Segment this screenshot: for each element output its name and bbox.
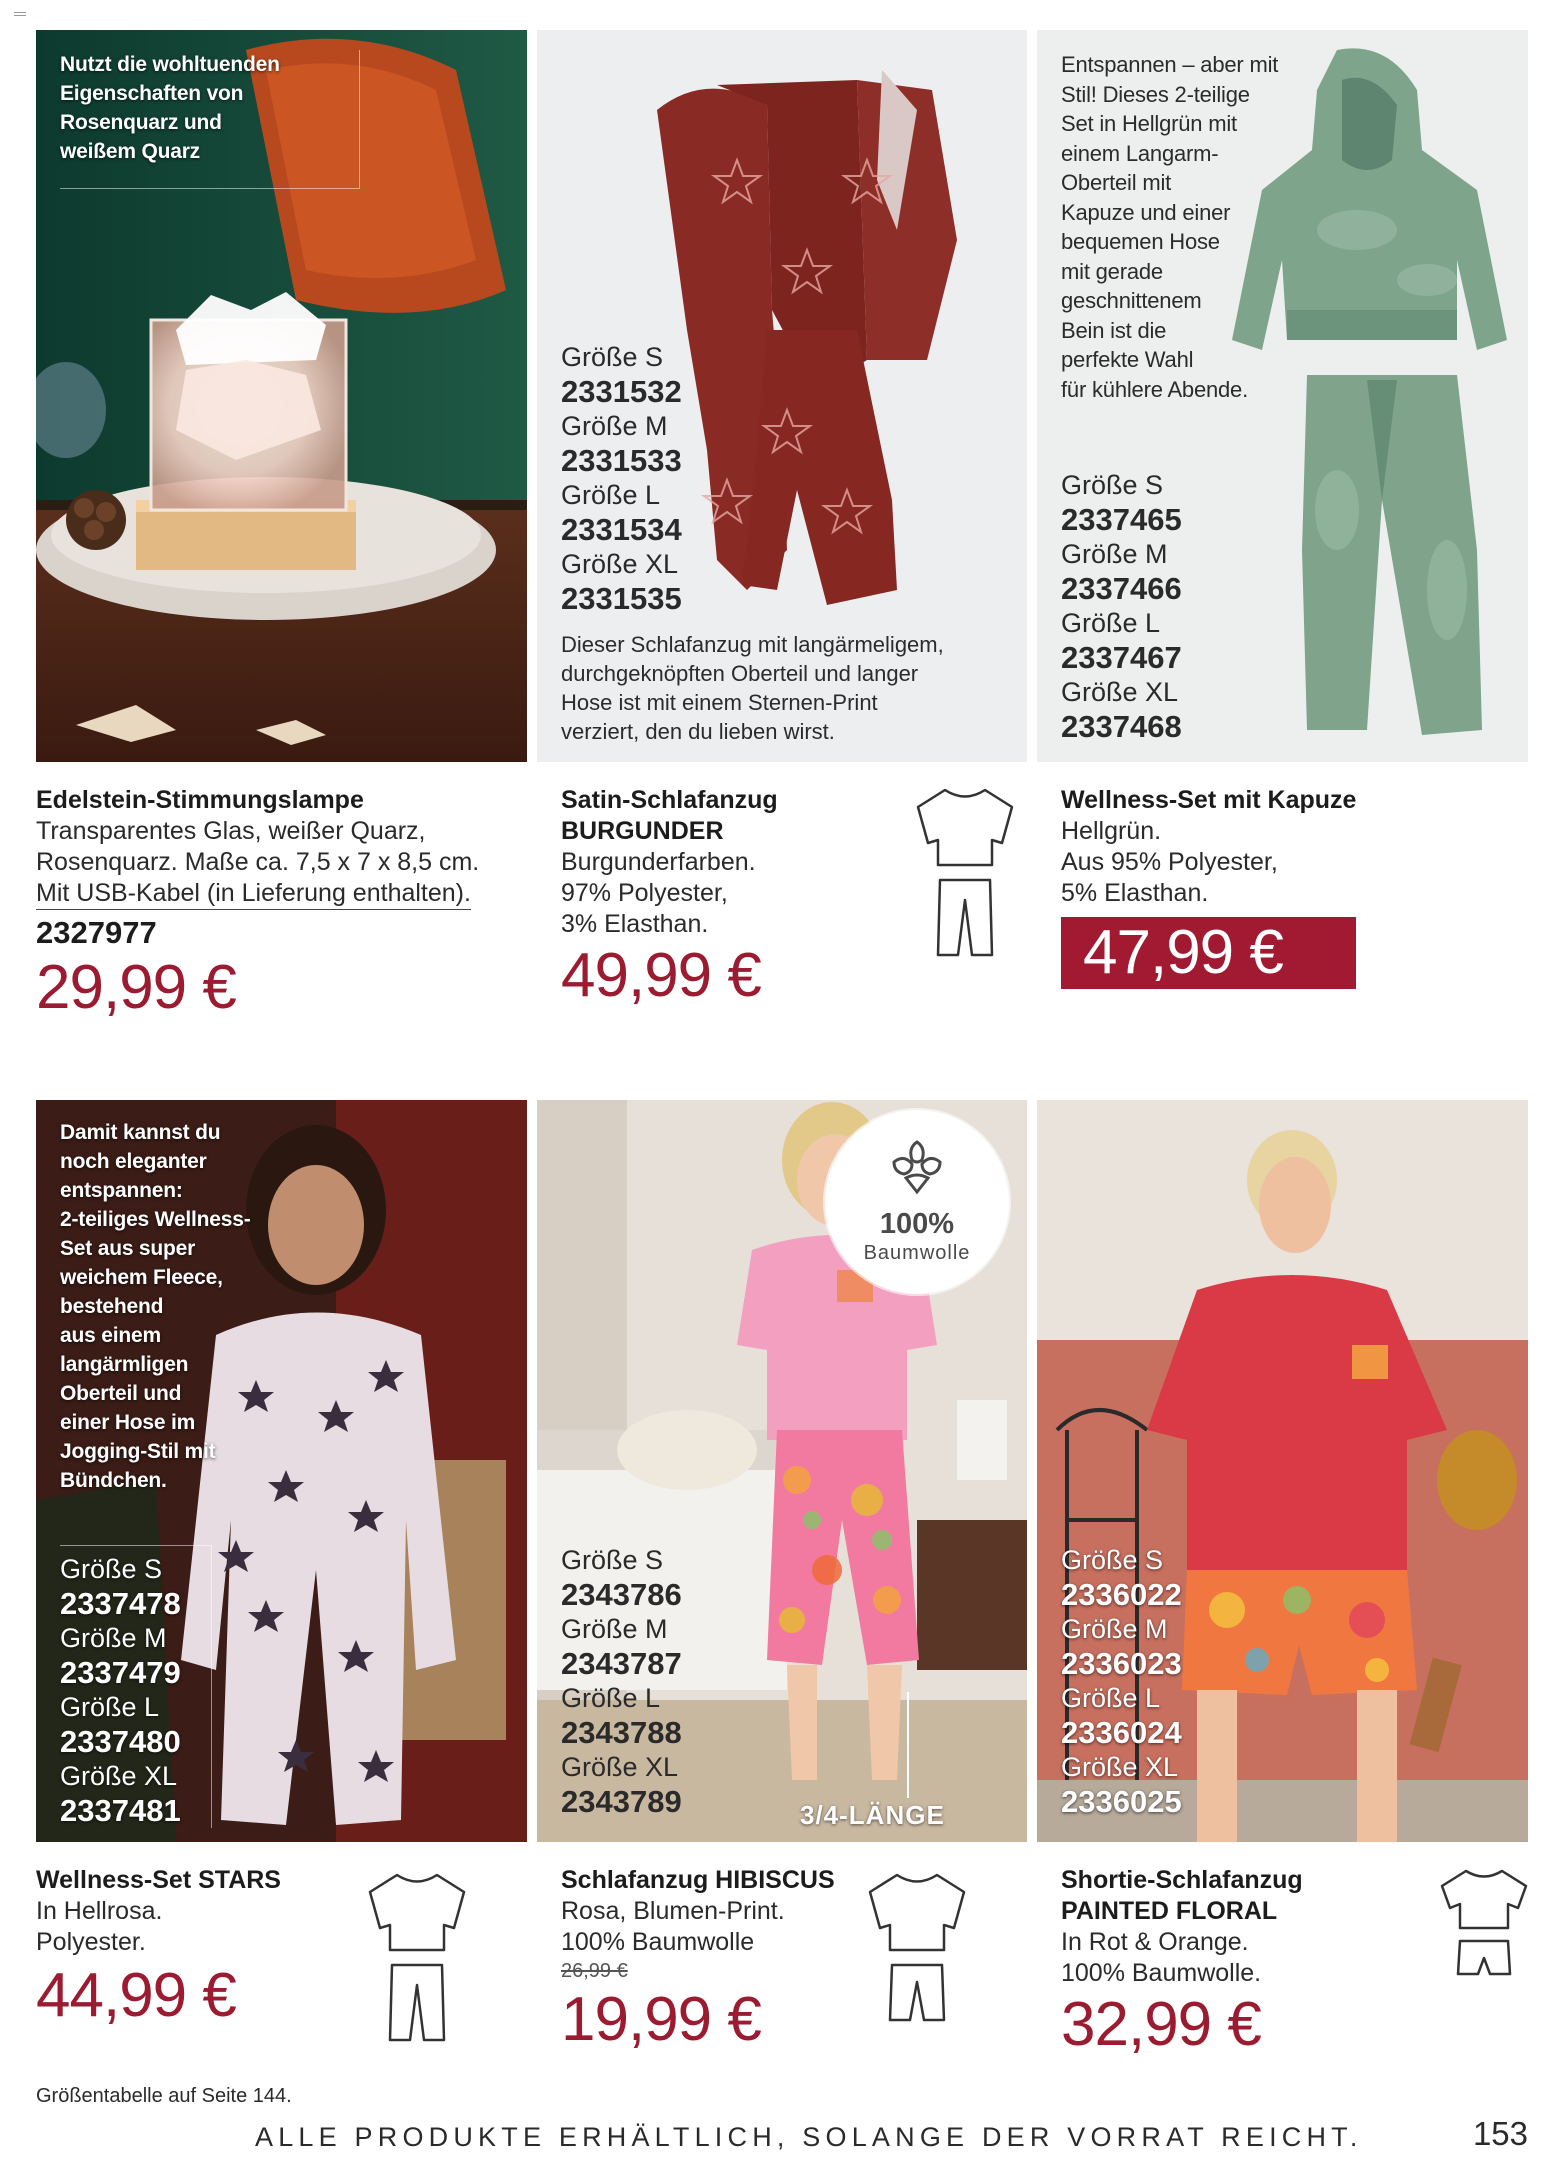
badge-material: Baumwolle <box>863 1242 971 1264</box>
size-label: Größe XL <box>561 549 679 579</box>
size-label: Größe L <box>561 480 661 510</box>
lamp-overlay-text: Nutzt die wohltuenden Eigenschaften von Rosenquarz und weißem Quarz <box>60 50 360 189</box>
article-number: 2331535 <box>561 580 682 616</box>
size-label: Größe S <box>561 342 664 372</box>
product-lamp-info <box>36 785 479 1024</box>
product-floral-info <box>1061 1865 1303 2061</box>
product-description: In Hellrosa. <box>36 1897 163 1925</box>
product-description: Polyester. <box>36 1928 146 1956</box>
product-stars-info <box>36 1865 281 2032</box>
product-price: 32,99 € <box>1061 1990 1261 2059</box>
crop-mark <box>14 12 26 16</box>
size-label: Größe L <box>1061 1683 1161 1713</box>
article-number: 2337467 <box>1061 639 1182 675</box>
article-number: 2337479 <box>60 1654 181 1690</box>
size-label: Größe XL <box>60 1761 178 1791</box>
green-set-size-list <box>1061 468 1182 744</box>
size-label: Größe M <box>60 1623 167 1653</box>
product-title: PAINTED FLORAL <box>1061 1897 1278 1925</box>
article-number: 2331532 <box>561 373 682 409</box>
article-number: 2343788 <box>561 1714 682 1750</box>
cotton-badge <box>825 1110 1009 1294</box>
size-label: Größe XL <box>561 1752 679 1782</box>
size-label: Größe XL <box>1061 1752 1179 1782</box>
size-label: Größe L <box>60 1692 160 1722</box>
size-label: Größe L <box>561 1683 661 1713</box>
lamp-photo <box>36 30 527 762</box>
size-label: Größe M <box>1061 1614 1168 1644</box>
product-title: Wellness-Set mit Kapuze <box>1061 786 1357 814</box>
size-label: Größe S <box>1061 470 1164 500</box>
product-description: In Rot & Orange. <box>1061 1928 1249 1956</box>
three-quarter-pajama-icon <box>862 1870 972 2030</box>
product-hibiscus-info <box>561 1865 835 2056</box>
product-description: 5% Elasthan. <box>1061 879 1209 907</box>
burgundy-size-list <box>561 340 682 616</box>
article-number: 2343786 <box>561 1576 682 1612</box>
product-description: 100% Baumwolle. <box>1061 1959 1262 1987</box>
hibiscus-size-list <box>561 1543 682 1819</box>
stars-set-photo <box>36 1100 527 1842</box>
article-number: 2336023 <box>1061 1645 1182 1681</box>
burgundy-pajama-photo <box>537 30 1027 762</box>
size-label: Größe S <box>561 1545 664 1575</box>
product-description: 3% Elasthan. <box>561 910 709 938</box>
article-number: 2337478 <box>60 1585 181 1621</box>
badge-percent: 100% <box>879 1208 955 1240</box>
floral-size-list <box>1061 1543 1182 1819</box>
article-number: 2337481 <box>60 1792 181 1828</box>
product-description: Rosa, Blumen-Print. <box>561 1897 785 1925</box>
product-description: Hellgrün. <box>1061 817 1162 845</box>
product-price: 19,99 € <box>561 1985 761 2054</box>
size-label: Größe L <box>1061 608 1161 638</box>
product-description: Mit USB-Kabel (in Lieferung enthalten). <box>36 878 471 910</box>
green-set-photo <box>1037 30 1528 762</box>
hibiscus-pajama-photo <box>537 1100 1027 1842</box>
article-number: 2343789 <box>561 1783 682 1819</box>
green-set-overlay-text: Entspannen – aber mit Stil! Dieses 2-teilige Set in Hellgrün mit einem Langarm- Oberteil mit Kapuze und einer bequemen Hose mit gerade geschnittenem Bein ist die perfekte Wahl für kühlere Abende. <box>1061 52 1279 402</box>
article-number: 2337466 <box>1061 570 1182 606</box>
size-label: Größe M <box>1061 539 1168 569</box>
size-table-note: Größentabelle auf Seite 144. <box>36 2085 292 2107</box>
article-number: 2327977 <box>36 915 157 950</box>
product-price: 44,99 € <box>36 1961 236 2030</box>
product-description: 100% Baumwolle <box>561 1928 755 1956</box>
article-number: 2337480 <box>60 1723 181 1759</box>
product-title: Satin-Schlafanzug <box>561 786 778 814</box>
cotton-flower-icon <box>880 1128 954 1202</box>
availability-note: ALLE PRODUKTE ERHÄLTLICH, SOLANGE DER VORRAT REICHT. <box>255 2122 1363 2152</box>
product-description: Transparentes Glas, weißer Quarz, <box>36 817 426 845</box>
size-label: Größe M <box>561 1614 668 1644</box>
article-number: 2337468 <box>1061 708 1182 744</box>
article-number: 2343787 <box>561 1645 682 1681</box>
product-title: Shortie-Schlafanzug <box>1061 1866 1303 1894</box>
product-price-highlight: 47,99 € <box>1061 917 1356 989</box>
product-title: Schlafanzug HIBISCUS <box>561 1866 835 1894</box>
long-pajama-icon <box>910 785 1020 960</box>
product-description: Rosenquarz. Maße ca. 7,5 x 7 x 8,5 cm. <box>36 848 480 876</box>
length-tag: 3/4-LÄNGE <box>800 1800 945 1830</box>
shortie-pajama-icon <box>1438 1866 1530 1981</box>
stars-size-list <box>60 1545 212 1828</box>
article-number: 2336025 <box>1061 1783 1182 1819</box>
size-label: Größe XL <box>1061 677 1179 707</box>
product-description: 97% Polyester, <box>561 879 728 907</box>
length-indicator-line <box>907 1692 909 1798</box>
product-price: 29,99 € <box>36 953 236 1022</box>
article-number: 2331534 <box>561 511 682 547</box>
floral-shortie-photo <box>1037 1100 1528 1842</box>
size-label: Größe M <box>561 411 668 441</box>
product-green-set-info <box>1061 785 1356 989</box>
size-label: Größe S <box>60 1554 163 1584</box>
long-pajama-icon <box>362 1870 472 2045</box>
product-title: BURGUNDER <box>561 817 724 845</box>
product-description: Aus 95% Polyester, <box>1061 848 1278 876</box>
product-title: Wellness-Set STARS <box>36 1866 281 1894</box>
article-number: 2331533 <box>561 442 682 478</box>
product-burgundy-info <box>561 785 778 1012</box>
stars-overlay-text: Damit kannst du noch eleganter entspannen: 2-teiliges Wellness- Set aus super weichem Fleece, bestehend aus einem langärmligen Oberteil und einer Hose im Jogging-Stil mit Bündchen. <box>60 1121 251 1492</box>
old-price: 26,99 € <box>561 1960 628 1982</box>
size-label: Größe S <box>1061 1545 1164 1575</box>
article-number: 2337465 <box>1061 501 1182 537</box>
article-number: 2336022 <box>1061 1576 1182 1612</box>
article-number: 2336024 <box>1061 1714 1182 1750</box>
burgundy-caption: Dieser Schlafanzug mit langärmeligem, durchgeknöpften Oberteil und langer Hose ist mit einem Sternen-Print verziert, den du lieben wirst. <box>561 632 944 744</box>
product-price: 49,99 € <box>561 941 761 1010</box>
product-description: Burgunderfarben. <box>561 848 756 876</box>
product-title: Edelstein-Stimmungslampe <box>36 786 364 814</box>
page-number: 153 <box>1472 2115 1528 2152</box>
